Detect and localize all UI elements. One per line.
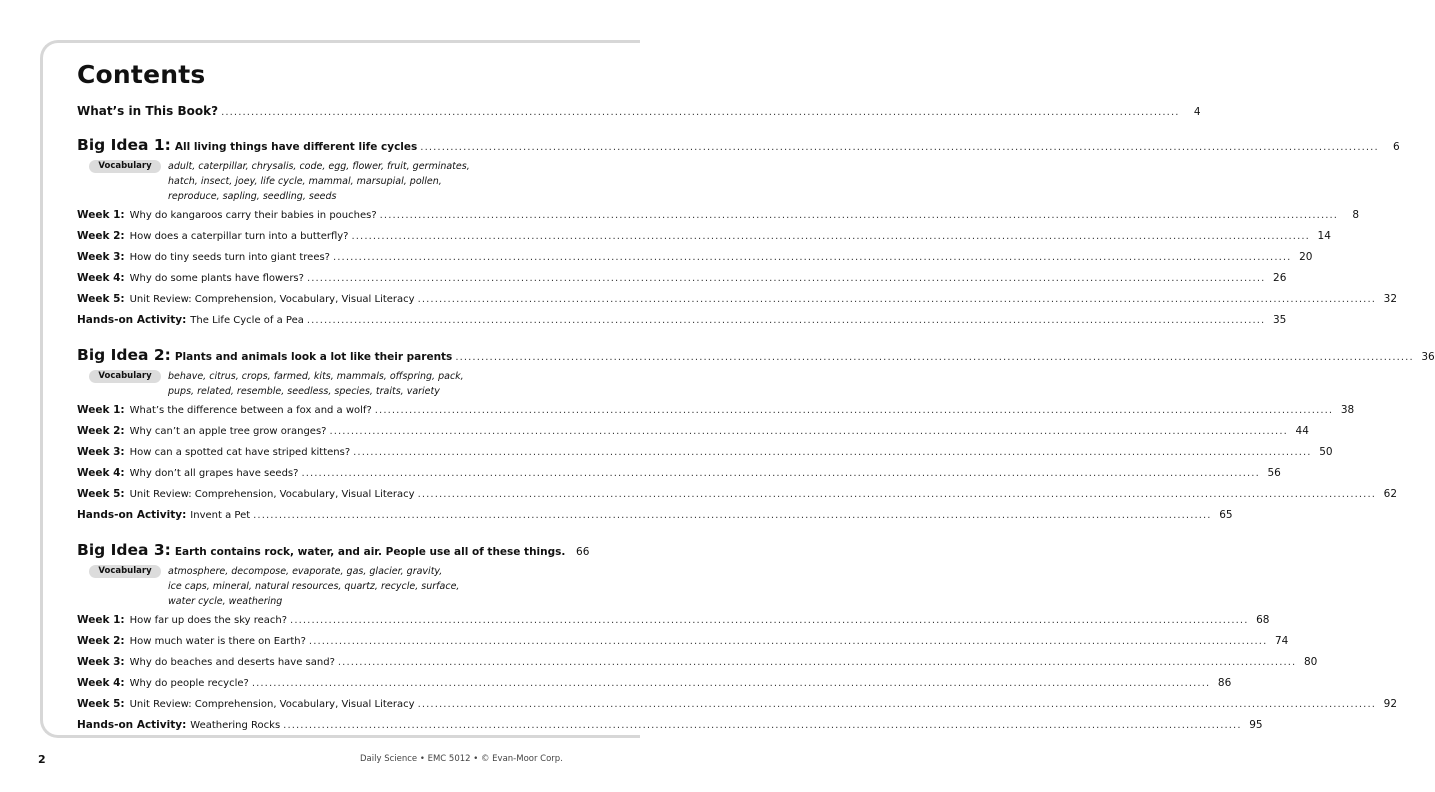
- dot-leader: [290, 615, 1248, 626]
- week-title: Why can’t an apple tree grow oranges?: [129, 426, 327, 437]
- dot-leader: [420, 142, 1378, 153]
- page-number: 14: [1317, 230, 1331, 242]
- dot-leader: [307, 315, 1265, 326]
- dot-leader: [418, 699, 1376, 710]
- week-label: Week 1:: [77, 209, 125, 221]
- dot-leader: [418, 489, 1376, 500]
- week-title: Why don’t all grapes have seeds?: [129, 468, 299, 479]
- big-idea-section: [77, 541, 1398, 739]
- week-title: Why do kangaroos carry their babies in pouches?: [129, 210, 377, 221]
- vocabulary-line: water cycle, weathering: [168, 596, 283, 607]
- week-title: Unit Review: Comprehension, Vocabulary, Visual Literacy: [129, 489, 415, 500]
- page-number: 50: [1319, 446, 1333, 458]
- week-label: Week 4:: [77, 677, 125, 689]
- weeks-list: [77, 404, 1398, 529]
- vocabulary-block: [77, 159, 545, 204]
- dot-leader: [338, 657, 1296, 668]
- week-label: Week 2:: [77, 635, 125, 647]
- toc-entry-hands-on[interactable]: [77, 314, 1287, 334]
- hands-on-title: The Life Cycle of a Pea: [190, 315, 304, 326]
- week-title: Why do beaches and deserts have sand?: [129, 657, 335, 668]
- toc-entry-week[interactable]: [77, 251, 1313, 272]
- vocabulary-badge: Vocabulary: [89, 370, 161, 383]
- toc-entry-week[interactable]: [77, 677, 1232, 698]
- toc-entry-week[interactable]: [77, 272, 1287, 293]
- vocabulary-line: ice caps, mineral, natural resources, quartz, recycle, surface,: [168, 581, 460, 592]
- big-idea-label: Big Idea 3:: [77, 541, 171, 559]
- week-label: Week 3:: [77, 446, 125, 458]
- dot-leader: [375, 405, 1333, 416]
- big-ideas-list: [77, 136, 1435, 739]
- page-number: 35: [1272, 314, 1287, 326]
- page-number: 32: [1383, 293, 1398, 305]
- week-label: Week 3:: [77, 656, 125, 668]
- page-number: 8: [1352, 209, 1360, 221]
- page-title: Contents: [77, 60, 206, 89]
- dot-leader: [351, 231, 1309, 242]
- page-number: 38: [1340, 404, 1355, 416]
- week-title: Unit Review: Comprehension, Vocabulary, Visual Literacy: [129, 699, 415, 710]
- week-label: Week 5:: [77, 293, 125, 305]
- toc-entry-label: What’s in This Book?: [77, 104, 219, 118]
- page-number: 62: [1383, 488, 1398, 500]
- toc-entry-week[interactable]: [77, 209, 1360, 230]
- page-number: 26: [1273, 272, 1287, 284]
- hands-on-label: Hands-on Activity:: [77, 314, 187, 326]
- contents-page: [77, 60, 1435, 739]
- big-idea-label: Big Idea 1:: [77, 136, 171, 154]
- dot-leader: [253, 510, 1211, 521]
- toc-entry-hands-on[interactable]: [77, 509, 1233, 529]
- vocabulary-line: pups, related, resemble, seedless, species, traits, variety: [168, 386, 440, 397]
- page-number: 80: [1303, 656, 1318, 668]
- week-label: Week 2:: [77, 230, 125, 242]
- footer-credit: Daily Science • EMC 5012 • © Evan-Moor Corp.: [360, 754, 563, 764]
- toc-entry-week[interactable]: [77, 293, 1398, 314]
- page-number: 86: [1217, 677, 1232, 689]
- week-label: Week 1:: [77, 614, 125, 626]
- dot-leader: [309, 636, 1267, 647]
- toc-entry-week[interactable]: [77, 614, 1270, 635]
- toc-entry-week[interactable]: [77, 698, 1398, 719]
- big-idea-title: Plants and animals look a lot like their parents: [174, 351, 453, 363]
- page-number: 4: [1193, 106, 1201, 118]
- week-title: What’s the difference between a fox and a wolf?: [129, 405, 372, 416]
- toc-entry-week[interactable]: [77, 635, 1289, 656]
- vocabulary-line: atmosphere, decompose, evaporate, gas, glacier, gravity,: [168, 566, 443, 577]
- toc-entry-week[interactable]: [77, 467, 1281, 488]
- toc-entry-week[interactable]: [77, 446, 1333, 467]
- big-idea-title: All living things have different life cycles: [174, 141, 418, 153]
- week-title: How much water is there on Earth?: [129, 636, 306, 647]
- week-title: Unit Review: Comprehension, Vocabulary, Visual Literacy: [129, 294, 415, 305]
- page-number: 95: [1249, 719, 1263, 731]
- dot-leader: [301, 468, 1259, 479]
- week-title: How far up does the sky reach?: [129, 615, 288, 626]
- week-title: Why do some plants have flowers?: [129, 273, 304, 284]
- page-number: 36: [1421, 351, 1435, 363]
- vocabulary-words: [168, 159, 498, 204]
- vocabulary-block: [77, 564, 545, 609]
- week-label: Week 3:: [77, 251, 125, 263]
- big-idea-title: Earth contains rock, water, and air. People use all of these things.: [174, 546, 566, 558]
- dot-leader: [455, 352, 1413, 363]
- toc-entry-week[interactable]: [77, 488, 1398, 509]
- page-number: 68: [1256, 614, 1270, 626]
- week-title: Why do people recycle?: [129, 678, 249, 689]
- week-label: Week 4:: [77, 272, 125, 284]
- week-title: How can a spotted cat have striped kittens?: [129, 447, 351, 458]
- dot-leader: [329, 426, 1287, 437]
- vocabulary-line: hatch, insect, joey, life cycle, mammal, marsupial, pollen,: [168, 176, 442, 187]
- vocabulary-block: [77, 369, 545, 399]
- vocabulary-line: adult, caterpillar, chrysalis, code, egg, flower, fruit, germinates,: [168, 161, 470, 172]
- toc-entry-intro[interactable]: [77, 104, 1201, 124]
- vocabulary-line: reproduce, sapling, seedling, seeds: [168, 191, 337, 202]
- dot-leader: [307, 273, 1265, 284]
- page-number: 20: [1299, 251, 1313, 263]
- week-label: Week 5:: [77, 698, 125, 710]
- page-number: 56: [1267, 467, 1281, 479]
- week-label: Week 2:: [77, 425, 125, 437]
- page-number: 74: [1274, 635, 1289, 647]
- vocabulary-words: [168, 564, 498, 609]
- dot-leader: [252, 678, 1210, 689]
- week-title: How does a caterpillar turn into a butterfly?: [129, 231, 349, 242]
- hands-on-label: Hands-on Activity:: [77, 509, 187, 521]
- page-number: 92: [1383, 698, 1398, 710]
- vocabulary-line: behave, citrus, crops, farmed, kits, mammals, offspring, pack,: [168, 371, 464, 382]
- hands-on-label: Hands-on Activity:: [77, 719, 187, 731]
- page-number: 65: [1219, 509, 1233, 521]
- big-idea-section: [77, 346, 1435, 529]
- weeks-list: [77, 209, 1398, 334]
- dot-leader: [333, 252, 1291, 263]
- week-label: Week 1:: [77, 404, 125, 416]
- toc-entry-week[interactable]: [77, 656, 1318, 677]
- week-title: How do tiny seeds turn into giant trees?: [129, 252, 330, 263]
- vocabulary-words: [168, 369, 498, 399]
- dot-leader: [353, 447, 1311, 458]
- page-number: 6: [1393, 141, 1400, 153]
- toc-entry-hands-on[interactable]: [77, 719, 1263, 739]
- vocabulary-badge: Vocabulary: [89, 565, 161, 578]
- dot-leader: [418, 294, 1376, 305]
- hands-on-title: Invent a Pet: [190, 510, 251, 521]
- page-number: 44: [1295, 425, 1309, 437]
- toc-entry-week[interactable]: [77, 404, 1355, 425]
- toc-entry-week[interactable]: [77, 425, 1309, 446]
- dot-leader: [283, 720, 1241, 731]
- footer-page-number: 2: [38, 753, 46, 766]
- big-idea-label: Big Idea 2:: [77, 346, 171, 364]
- dot-leader: [221, 107, 1179, 118]
- toc-entry-big-idea[interactable]: [77, 346, 1435, 368]
- big-idea-section: [77, 136, 1400, 334]
- hands-on-title: Weathering Rocks: [190, 720, 281, 731]
- toc-entry-big-idea[interactable]: [77, 136, 1400, 158]
- week-label: Week 4:: [77, 467, 125, 479]
- weeks-list: [77, 614, 1398, 739]
- page-number: 66: [576, 546, 590, 558]
- toc-entry-big-idea[interactable]: [77, 541, 590, 563]
- vocabulary-badge: Vocabulary: [89, 160, 161, 173]
- dot-leader: [380, 210, 1338, 221]
- toc-entry-week[interactable]: [77, 230, 1331, 251]
- week-label: Week 5:: [77, 488, 125, 500]
